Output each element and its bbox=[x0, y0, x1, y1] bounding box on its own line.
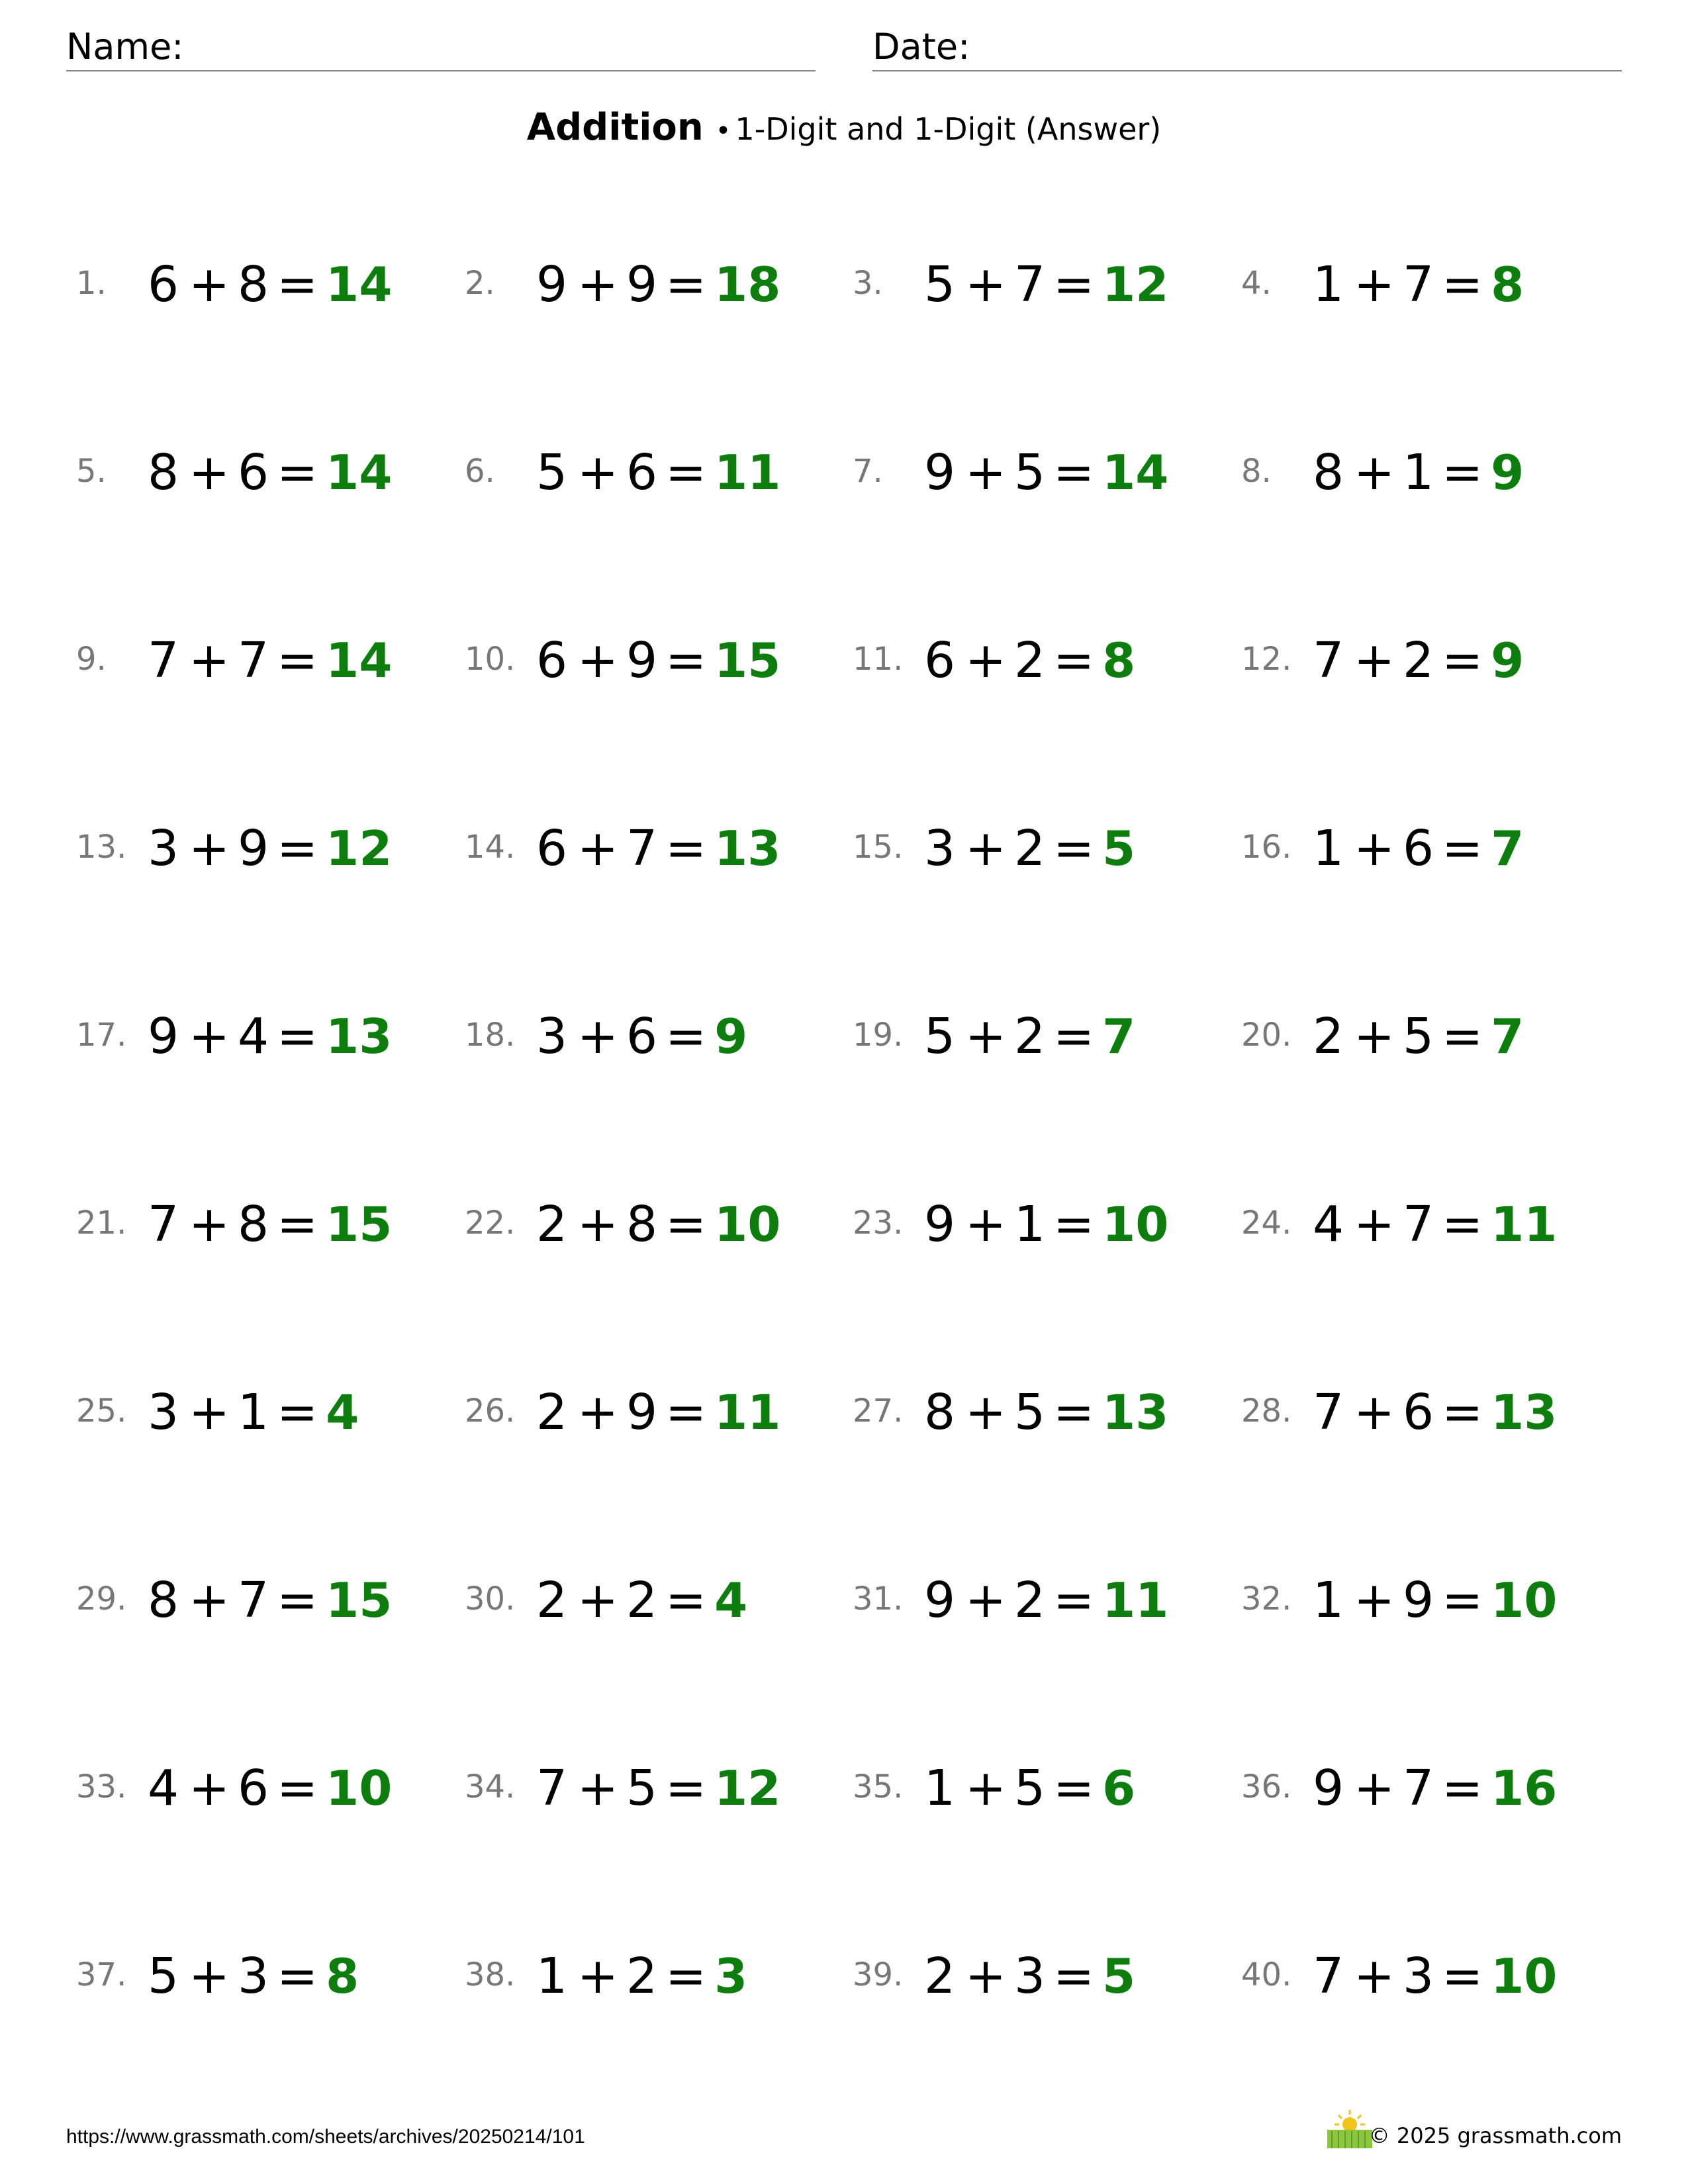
equation bbox=[536, 1567, 747, 1633]
problem-number: 26. bbox=[465, 1392, 516, 1430]
equation bbox=[536, 815, 780, 882]
plus-sign: + bbox=[965, 820, 1007, 877]
plus-sign: + bbox=[189, 1760, 230, 1817]
equals-sign: = bbox=[1442, 444, 1483, 501]
answer: 10 bbox=[326, 1760, 393, 1816]
equals-sign: = bbox=[1053, 444, 1095, 501]
problem-number: 22. bbox=[465, 1205, 516, 1242]
equals-sign: = bbox=[1053, 1760, 1095, 1817]
addend-b: 2 bbox=[1014, 1008, 1046, 1065]
equation bbox=[924, 1191, 1168, 1257]
answer: 11 bbox=[714, 445, 781, 500]
addend-a: 7 bbox=[1313, 1384, 1344, 1441]
title-bullet: • bbox=[715, 116, 731, 146]
equals-sign: = bbox=[665, 1572, 707, 1629]
addend-a: 7 bbox=[1313, 1948, 1344, 2005]
equals-sign: = bbox=[665, 1196, 707, 1253]
plus-sign: + bbox=[965, 1196, 1007, 1253]
problem-number: 7. bbox=[853, 453, 883, 490]
addend-b: 6 bbox=[1403, 820, 1434, 877]
equals-sign: = bbox=[277, 1948, 318, 2005]
addend-b: 9 bbox=[626, 632, 658, 689]
addend-a: 3 bbox=[148, 820, 179, 877]
answer: 12 bbox=[1102, 257, 1169, 312]
plus-sign: + bbox=[577, 632, 619, 689]
problem-number: 33. bbox=[76, 1768, 127, 1805]
addend-a: 9 bbox=[148, 1008, 179, 1065]
plus-sign: + bbox=[577, 820, 619, 877]
footer-copyright: © 2025 grassmath.com bbox=[1368, 2123, 1622, 2148]
problem-number: 36. bbox=[1241, 1768, 1292, 1805]
plus-sign: + bbox=[965, 632, 1007, 689]
equation bbox=[1313, 1191, 1557, 1257]
addend-a: 3 bbox=[924, 820, 956, 877]
addend-b: 5 bbox=[1014, 444, 1046, 501]
addend-a: 1 bbox=[1313, 820, 1344, 877]
equals-sign: = bbox=[665, 1948, 707, 2005]
addend-a: 9 bbox=[1313, 1760, 1344, 1817]
addend-a: 3 bbox=[536, 1008, 568, 1065]
equals-sign: = bbox=[277, 1572, 318, 1629]
grass-sun-logo-icon bbox=[1325, 2107, 1374, 2150]
name-label: Name: bbox=[66, 26, 184, 68]
addend-a: 9 bbox=[924, 444, 956, 501]
problem-number: 1. bbox=[76, 265, 107, 302]
addend-a: 5 bbox=[148, 1948, 179, 2005]
plus-sign: + bbox=[189, 1196, 230, 1253]
answer: 14 bbox=[1102, 445, 1169, 500]
addend-a: 2 bbox=[536, 1384, 568, 1441]
addend-b: 1 bbox=[1014, 1196, 1046, 1253]
problem-number: 31. bbox=[853, 1580, 904, 1617]
problem-number: 15. bbox=[853, 829, 904, 866]
plus-sign: + bbox=[1354, 1760, 1395, 1817]
addend-a: 7 bbox=[536, 1760, 568, 1817]
addend-b: 1 bbox=[1403, 444, 1434, 501]
answer: 6 bbox=[1102, 1760, 1136, 1816]
problem-number: 2. bbox=[465, 265, 495, 302]
equation bbox=[148, 815, 392, 882]
addend-b: 8 bbox=[626, 1196, 658, 1253]
equation bbox=[924, 1379, 1168, 1445]
addend-b: 2 bbox=[1014, 632, 1046, 689]
plus-sign: + bbox=[577, 1008, 619, 1065]
equation bbox=[536, 251, 780, 318]
addend-b: 7 bbox=[1403, 1196, 1434, 1253]
addend-a: 4 bbox=[1313, 1196, 1344, 1253]
equals-sign: = bbox=[1442, 1196, 1483, 1253]
equals-sign: = bbox=[1442, 1948, 1483, 2005]
equals-sign: = bbox=[277, 820, 318, 877]
addend-b: 4 bbox=[238, 1008, 269, 1065]
addend-b: 9 bbox=[626, 1384, 658, 1441]
equals-sign: = bbox=[277, 444, 318, 501]
answer: 5 bbox=[1102, 1948, 1136, 2004]
equation bbox=[1313, 1755, 1557, 1821]
addend-b: 6 bbox=[626, 1008, 658, 1065]
addend-a: 1 bbox=[924, 1760, 956, 1817]
answer: 10 bbox=[1491, 1572, 1558, 1628]
equation bbox=[924, 627, 1135, 694]
equals-sign: = bbox=[277, 1384, 318, 1441]
problem-number: 24. bbox=[1241, 1205, 1292, 1242]
addend-b: 6 bbox=[1403, 1384, 1434, 1441]
addend-a: 1 bbox=[1313, 1572, 1344, 1629]
answer: 3 bbox=[714, 1948, 748, 2004]
addend-a: 6 bbox=[536, 820, 568, 877]
addend-b: 2 bbox=[1014, 820, 1046, 877]
equation bbox=[924, 1567, 1168, 1633]
equals-sign: = bbox=[1442, 1384, 1483, 1441]
answer: 11 bbox=[1102, 1572, 1169, 1628]
plus-sign: + bbox=[189, 1008, 230, 1065]
equals-sign: = bbox=[277, 1196, 318, 1253]
equation bbox=[924, 251, 1168, 318]
answer: 10 bbox=[1491, 1948, 1558, 2004]
problem-number: 34. bbox=[465, 1768, 516, 1805]
addend-b: 8 bbox=[238, 1196, 269, 1253]
answer: 5 bbox=[1102, 821, 1136, 876]
problem-number: 5. bbox=[76, 453, 107, 490]
answer: 9 bbox=[1491, 633, 1524, 688]
problem-number: 12. bbox=[1241, 641, 1292, 678]
problem-number: 13. bbox=[76, 829, 127, 866]
problem-number: 14. bbox=[465, 829, 516, 866]
answer: 14 bbox=[326, 445, 393, 500]
equation bbox=[1313, 1567, 1557, 1633]
addend-a: 8 bbox=[1313, 444, 1344, 501]
answer: 7 bbox=[1491, 821, 1524, 876]
equation bbox=[536, 1379, 780, 1445]
problem-number: 27. bbox=[853, 1392, 904, 1430]
problem-number: 39. bbox=[853, 1956, 904, 1993]
equation bbox=[148, 1755, 392, 1821]
addend-b: 1 bbox=[238, 1384, 269, 1441]
addend-a: 7 bbox=[148, 632, 179, 689]
plus-sign: + bbox=[577, 1572, 619, 1629]
equation bbox=[148, 627, 392, 694]
problem-number: 4. bbox=[1241, 265, 1272, 302]
equation bbox=[1313, 251, 1524, 318]
answer: 11 bbox=[1491, 1197, 1558, 1252]
addend-b: 7 bbox=[626, 820, 658, 877]
equals-sign: = bbox=[665, 1384, 707, 1441]
answer: 7 bbox=[1102, 1009, 1136, 1064]
equals-sign: = bbox=[665, 444, 707, 501]
plus-sign: + bbox=[189, 1572, 230, 1629]
plus-sign: + bbox=[965, 444, 1007, 501]
plus-sign: + bbox=[1354, 1196, 1395, 1253]
equation bbox=[924, 439, 1168, 506]
plus-sign: + bbox=[1354, 444, 1395, 501]
equals-sign: = bbox=[665, 820, 707, 877]
addend-a: 4 bbox=[148, 1760, 179, 1817]
equals-sign: = bbox=[1053, 1948, 1095, 2005]
equals-sign: = bbox=[1442, 1008, 1483, 1065]
equals-sign: = bbox=[1442, 1760, 1483, 1817]
answer: 10 bbox=[1102, 1197, 1169, 1252]
plus-sign: + bbox=[1354, 256, 1395, 313]
answer: 13 bbox=[1102, 1385, 1169, 1440]
equation bbox=[1313, 815, 1524, 882]
plus-sign: + bbox=[1354, 820, 1395, 877]
equation bbox=[924, 1003, 1135, 1069]
addend-a: 5 bbox=[924, 256, 956, 313]
equation bbox=[148, 1567, 392, 1633]
answer: 16 bbox=[1491, 1760, 1558, 1816]
problem-number: 17. bbox=[76, 1017, 127, 1054]
name-field[interactable] bbox=[66, 24, 816, 71]
equation bbox=[924, 1755, 1135, 1821]
addend-b: 5 bbox=[1014, 1760, 1046, 1817]
plus-sign: + bbox=[965, 1572, 1007, 1629]
answer: 13 bbox=[326, 1009, 393, 1064]
problem-number: 40. bbox=[1241, 1956, 1292, 1993]
plus-sign: + bbox=[1354, 632, 1395, 689]
answer: 13 bbox=[1491, 1385, 1558, 1440]
addend-b: 3 bbox=[238, 1948, 269, 2005]
addend-a: 7 bbox=[148, 1196, 179, 1253]
addend-b: 7 bbox=[1403, 1760, 1434, 1817]
problem-number: 16. bbox=[1241, 829, 1292, 866]
addend-a: 6 bbox=[536, 632, 568, 689]
plus-sign: + bbox=[577, 1196, 619, 1253]
equals-sign: = bbox=[277, 1008, 318, 1065]
plus-sign: + bbox=[189, 1948, 230, 2005]
equation bbox=[536, 1755, 780, 1821]
equals-sign: = bbox=[1053, 1384, 1095, 1441]
equals-sign: = bbox=[1053, 1008, 1095, 1065]
problem-number: 30. bbox=[465, 1580, 516, 1617]
plus-sign: + bbox=[577, 1760, 619, 1817]
problem-number: 29. bbox=[76, 1580, 127, 1617]
addend-b: 7 bbox=[238, 1572, 269, 1629]
answer: 18 bbox=[714, 257, 781, 312]
equation bbox=[148, 251, 392, 318]
equals-sign: = bbox=[1442, 632, 1483, 689]
equation bbox=[536, 627, 780, 694]
addend-a: 1 bbox=[1313, 256, 1344, 313]
answer: 9 bbox=[1491, 445, 1524, 500]
addend-b: 2 bbox=[626, 1572, 658, 1629]
addend-a: 6 bbox=[924, 632, 956, 689]
addend-b: 3 bbox=[1403, 1948, 1434, 2005]
plus-sign: + bbox=[1354, 1572, 1395, 1629]
problem-number: 35. bbox=[853, 1768, 904, 1805]
equals-sign: = bbox=[665, 1008, 707, 1065]
addend-b: 9 bbox=[1403, 1572, 1434, 1629]
addend-a: 2 bbox=[924, 1948, 956, 2005]
equals-sign: = bbox=[1053, 632, 1095, 689]
addend-b: 7 bbox=[238, 632, 269, 689]
plus-sign: + bbox=[189, 256, 230, 313]
addend-a: 3 bbox=[148, 1384, 179, 1441]
answer: 8 bbox=[1491, 257, 1524, 312]
plus-sign: + bbox=[577, 1384, 619, 1441]
equation bbox=[536, 1191, 780, 1257]
plus-sign: + bbox=[965, 1760, 1007, 1817]
plus-sign: + bbox=[189, 444, 230, 501]
addend-a: 5 bbox=[924, 1008, 956, 1065]
answer: 14 bbox=[326, 633, 393, 688]
equation bbox=[536, 439, 780, 506]
problem-number: 28. bbox=[1241, 1392, 1292, 1430]
addend-a: 1 bbox=[536, 1948, 568, 2005]
plus-sign: + bbox=[1354, 1948, 1395, 2005]
answer: 15 bbox=[326, 1197, 393, 1252]
addend-b: 6 bbox=[626, 444, 658, 501]
plus-sign: + bbox=[965, 1008, 1007, 1065]
addend-b: 9 bbox=[626, 256, 658, 313]
addend-a: 9 bbox=[536, 256, 568, 313]
problem-number: 19. bbox=[853, 1017, 904, 1054]
addend-a: 5 bbox=[536, 444, 568, 501]
equation bbox=[536, 1003, 747, 1069]
equation bbox=[148, 1943, 359, 2009]
equals-sign: = bbox=[1442, 820, 1483, 877]
plus-sign: + bbox=[965, 1384, 1007, 1441]
plus-sign: + bbox=[965, 1948, 1007, 2005]
plus-sign: + bbox=[189, 820, 230, 877]
addend-a: 9 bbox=[924, 1572, 956, 1629]
plus-sign: + bbox=[189, 1384, 230, 1441]
problem-number: 37. bbox=[76, 1956, 127, 1993]
plus-sign: + bbox=[189, 632, 230, 689]
addend-a: 9 bbox=[924, 1196, 956, 1253]
equation bbox=[1313, 439, 1524, 506]
addend-b: 5 bbox=[626, 1760, 658, 1817]
equals-sign: = bbox=[277, 632, 318, 689]
addend-b: 2 bbox=[626, 1948, 658, 2005]
addend-b: 7 bbox=[1403, 256, 1434, 313]
answer: 10 bbox=[714, 1197, 781, 1252]
answer: 15 bbox=[326, 1572, 393, 1628]
problem-number: 38. bbox=[465, 1956, 516, 1993]
addend-a: 7 bbox=[1313, 632, 1344, 689]
equals-sign: = bbox=[277, 256, 318, 313]
problem-number: 23. bbox=[853, 1205, 904, 1242]
date-label: Date: bbox=[872, 26, 970, 68]
problem-number: 20. bbox=[1241, 1017, 1292, 1054]
plus-sign: + bbox=[577, 444, 619, 501]
addend-a: 8 bbox=[148, 1572, 179, 1629]
plus-sign: + bbox=[965, 256, 1007, 313]
answer: 9 bbox=[714, 1009, 748, 1064]
addend-b: 5 bbox=[1014, 1384, 1046, 1441]
date-field[interactable] bbox=[872, 24, 1622, 71]
addend-b: 3 bbox=[1014, 1948, 1046, 2005]
problem-number: 32. bbox=[1241, 1580, 1292, 1617]
equation bbox=[1313, 1379, 1557, 1445]
problem-number: 11. bbox=[853, 641, 904, 678]
worksheet-title bbox=[0, 106, 1688, 149]
equation bbox=[148, 1379, 359, 1445]
plus-sign: + bbox=[1354, 1008, 1395, 1065]
answer: 12 bbox=[714, 1760, 781, 1816]
problem-number: 18. bbox=[465, 1017, 516, 1054]
equals-sign: = bbox=[665, 632, 707, 689]
answer: 8 bbox=[1102, 633, 1136, 688]
problem-number: 3. bbox=[853, 265, 883, 302]
answer: 4 bbox=[326, 1385, 359, 1440]
answer: 12 bbox=[326, 821, 393, 876]
problem-number: 25. bbox=[76, 1392, 127, 1430]
addend-b: 2 bbox=[1403, 632, 1434, 689]
equation bbox=[1313, 1943, 1557, 2009]
plus-sign: + bbox=[1354, 1384, 1395, 1441]
equation bbox=[148, 1191, 392, 1257]
plus-sign: + bbox=[577, 1948, 619, 2005]
addend-a: 2 bbox=[536, 1196, 568, 1253]
title-main: Addition bbox=[526, 106, 704, 149]
answer: 13 bbox=[714, 821, 781, 876]
answer: 7 bbox=[1491, 1009, 1524, 1064]
problem-number: 21. bbox=[76, 1205, 127, 1242]
answer: 4 bbox=[714, 1572, 748, 1628]
addend-a: 2 bbox=[536, 1572, 568, 1629]
addend-b: 2 bbox=[1014, 1572, 1046, 1629]
equation bbox=[148, 439, 392, 506]
plus-sign: + bbox=[577, 256, 619, 313]
equation bbox=[924, 815, 1135, 882]
answer: 11 bbox=[714, 1385, 781, 1440]
problem-number: 6. bbox=[465, 453, 495, 490]
equals-sign: = bbox=[1442, 256, 1483, 313]
equation bbox=[1313, 627, 1524, 694]
title-subtitle: 1-Digit and 1-Digit (Answer) bbox=[735, 111, 1162, 147]
addend-b: 5 bbox=[1403, 1008, 1434, 1065]
problem-number: 8. bbox=[1241, 453, 1272, 490]
answer: 15 bbox=[714, 633, 781, 688]
equation bbox=[148, 1003, 392, 1069]
addend-b: 8 bbox=[238, 256, 269, 313]
equals-sign: = bbox=[665, 1760, 707, 1817]
addend-a: 2 bbox=[1313, 1008, 1344, 1065]
equals-sign: = bbox=[1053, 1572, 1095, 1629]
equals-sign: = bbox=[665, 256, 707, 313]
equals-sign: = bbox=[1442, 1572, 1483, 1629]
footer-url: https://www.grassmath.com/sheets/archives/20250214/101 bbox=[66, 2126, 585, 2148]
addend-b: 7 bbox=[1014, 256, 1046, 313]
addend-a: 8 bbox=[924, 1384, 956, 1441]
addend-a: 6 bbox=[148, 256, 179, 313]
addend-b: 6 bbox=[238, 444, 269, 501]
answer: 8 bbox=[326, 1948, 359, 2004]
answer: 14 bbox=[326, 257, 393, 312]
equals-sign: = bbox=[1053, 1196, 1095, 1253]
problem-number: 9. bbox=[76, 641, 107, 678]
equals-sign: = bbox=[277, 1760, 318, 1817]
equals-sign: = bbox=[1053, 820, 1095, 877]
addend-b: 6 bbox=[238, 1760, 269, 1817]
equation bbox=[536, 1943, 747, 2009]
addend-b: 9 bbox=[238, 820, 269, 877]
problem-number: 10. bbox=[465, 641, 516, 678]
equals-sign: = bbox=[1053, 256, 1095, 313]
equation bbox=[1313, 1003, 1524, 1069]
addend-a: 8 bbox=[148, 444, 179, 501]
equation bbox=[924, 1943, 1135, 2009]
